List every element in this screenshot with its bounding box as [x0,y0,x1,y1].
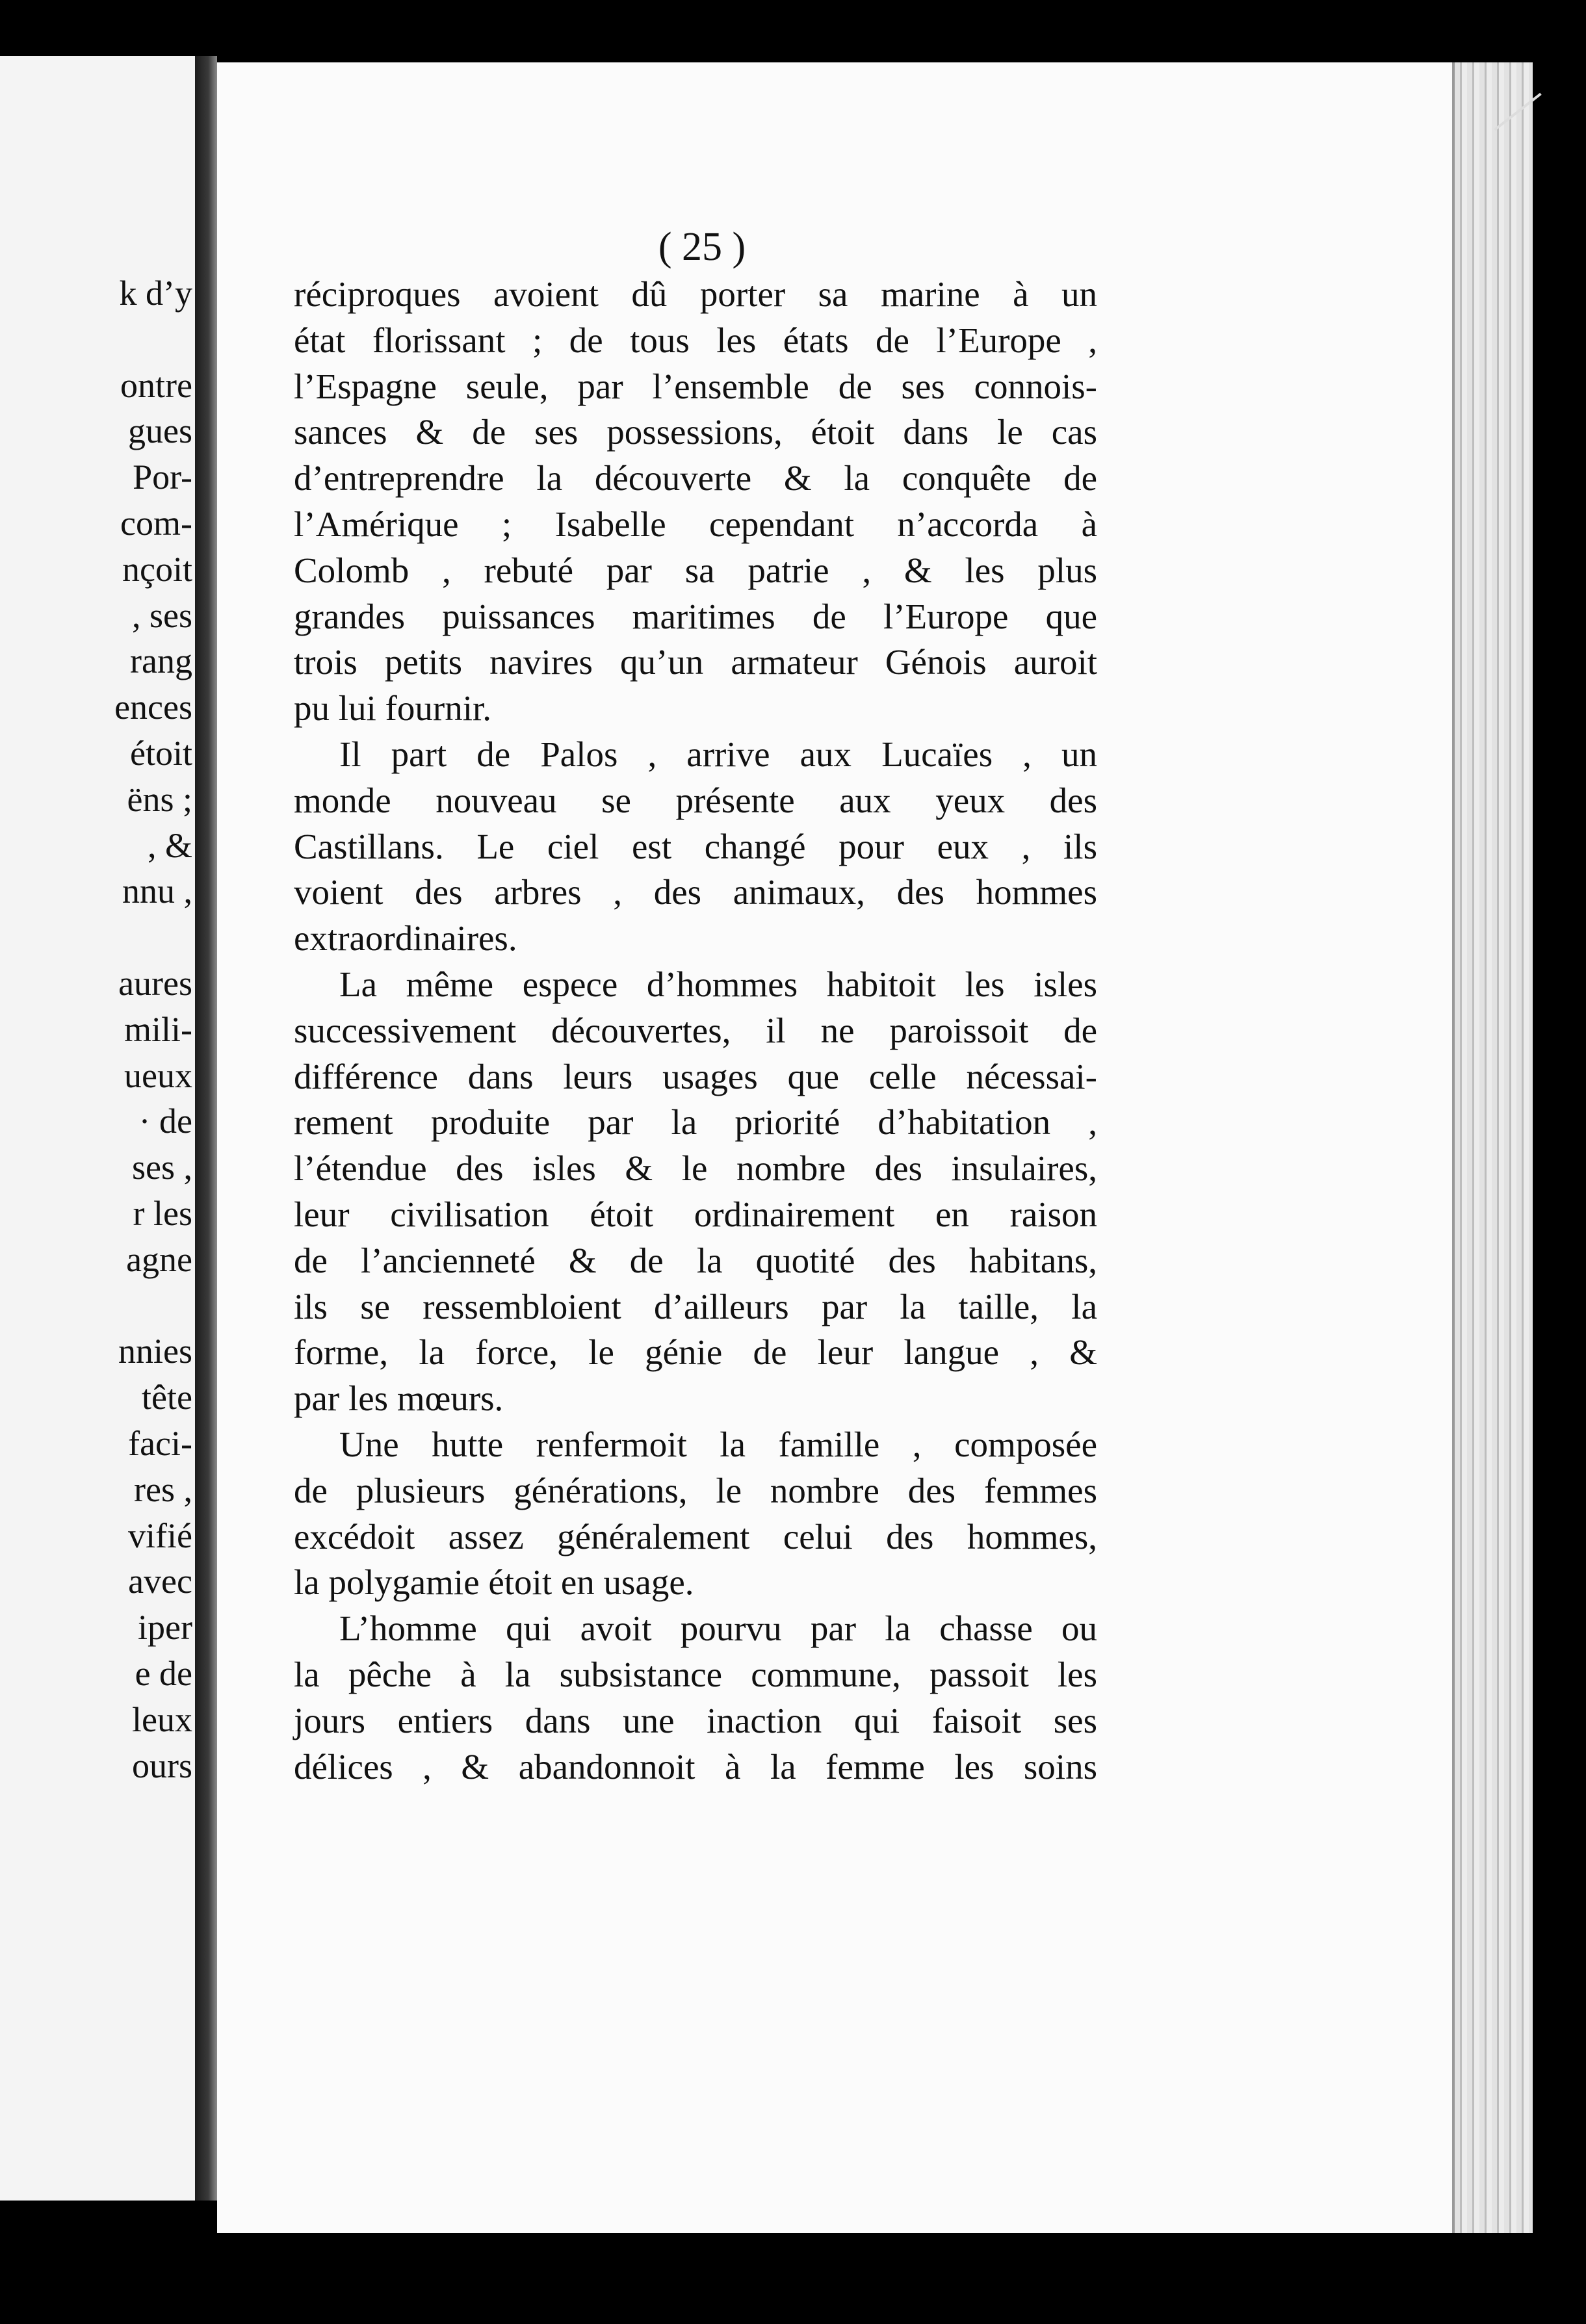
left-page-fragment: gues [128,411,192,451]
text-line: ils se ressembloient d’ailleurs par la taille, la [294,1286,1097,1326]
text-line: Colomb , rebuté par sa patrie , & les plus [294,550,1097,590]
text-line: monde nouveau se présente aux yeux des [294,780,1097,820]
text-line: sances & de ses possessions, étoit dans le cas [294,412,1097,452]
page-number: ( 25 ) [658,225,746,269]
left-page-fragment: ëns ; [127,779,192,819]
left-page-fragment: étoit [130,733,192,773]
left-page-fragment: aures [118,963,192,1003]
left-page-fragment: k d’y [119,274,192,313]
left-page-fragment [0,1283,195,1329]
left-page-fragment: ours [132,1746,192,1785]
text-line: jours entiers dans une inaction qui faisoit ses [294,1700,1097,1740]
left-page-fragment: mili- [124,1009,192,1049]
text-line: par les mœurs. [294,1378,504,1419]
text-line: pu lui fournir. [294,688,492,729]
text-line: la polygamie étoit en usage. [294,1562,694,1603]
text-line: trois petits navires qu’un armateur Génois auroit [294,642,1097,682]
text-line: Il part de Palos , arrive aux Lucaïes , un [339,734,1097,774]
book-gutter [195,56,217,2201]
text-line: rement produite par la priorité d’habitation , [294,1102,1097,1143]
left-page-fragment: nnu , [122,872,192,911]
text-line: excédoit assez généralement celui des hommes, [294,1516,1097,1556]
left-page-fragment: ences [114,688,192,727]
left-page-fragment: Por- [133,458,192,497]
page-edges [1452,62,1533,2233]
left-page-text-fragments [0,270,195,1788]
text-line: état florissant ; de tous les états de l’Europe , [294,320,1097,360]
text-line: de plusieurs générations, le nombre des femmes [294,1470,1097,1510]
left-page-fragment: com- [120,503,192,543]
text-line: de l’ancienneté & de la quotité des habitans, [294,1240,1097,1280]
text-line: Une hutte renfermoit la famille , composée [339,1424,1097,1464]
left-page-fragment: r les [133,1193,192,1233]
text-line: extraordinaires. [294,918,517,959]
text-line: l’étendue des isles & le nombre des insulaires, [294,1148,1097,1189]
text-line: successivement découvertes, il ne paroissoit de [294,1010,1097,1050]
left-page-fragment [0,316,195,363]
left-page-fragment: ueux [124,1055,192,1095]
left-page-fragment: leux [132,1699,192,1739]
text-line: forme, la force, le génie de leur langue , & [294,1332,1097,1373]
left-page-fragment [0,914,195,961]
left-page-fragment: agne [126,1239,192,1279]
text-line: voient des arbres , des animaux, des hommes [294,872,1097,912]
left-page-fragment: , & [147,825,192,865]
left-page-fragment: faci- [128,1423,192,1463]
left-page-fragment: nçoit [122,549,192,589]
text-line: grandes puissances maritimes de l’Europe que [294,596,1097,636]
body-text [294,272,1097,1790]
left-page-fragment: avec [128,1562,192,1601]
text-line: L’homme qui avoit pourvu par la chasse ou [339,1608,1097,1649]
text-line: l’Espagne seule, par l’ensemble de ses connois- [294,366,1097,406]
text-line: leur civilisation étoit ordinairement en raison [294,1194,1097,1234]
left-page-fragment: res , [134,1469,192,1509]
left-page-fragment: tête [142,1378,192,1417]
text-line: l’Amérique ; Isabelle cependant n’accorda à [294,504,1097,544]
text-line: La même espece d’hommes habitoit les isles [339,964,1097,1004]
left-page-fragment: iper [138,1608,192,1647]
text-line: Castillans. Le ciel est changé pour eux , ils [294,826,1097,866]
left-page-fragment: ses , [132,1148,192,1187]
left-page-fragment: ontre [120,365,192,405]
text-line: la pêche à la subsistance commune, passoit les [294,1654,1097,1694]
text-line: différence dans leurs usages que celle nécessai- [294,1056,1097,1096]
left-page-fragment: · de [138,1102,192,1141]
text-line: délices , & abandonnoit à la femme les soins [294,1746,1097,1787]
text-line: réciproques avoient dû porter sa marine à un [294,274,1097,314]
left-page-fragment: nnies [118,1332,192,1371]
left-facing-page [0,56,204,2201]
left-page-fragment: rang [130,641,192,681]
left-page-fragment: vifié [128,1516,192,1555]
text-line: d’entreprendre la découverte & la conquête de [294,458,1097,498]
left-page-fragment: e de [135,1653,192,1693]
left-page-fragment: , ses [132,595,192,635]
